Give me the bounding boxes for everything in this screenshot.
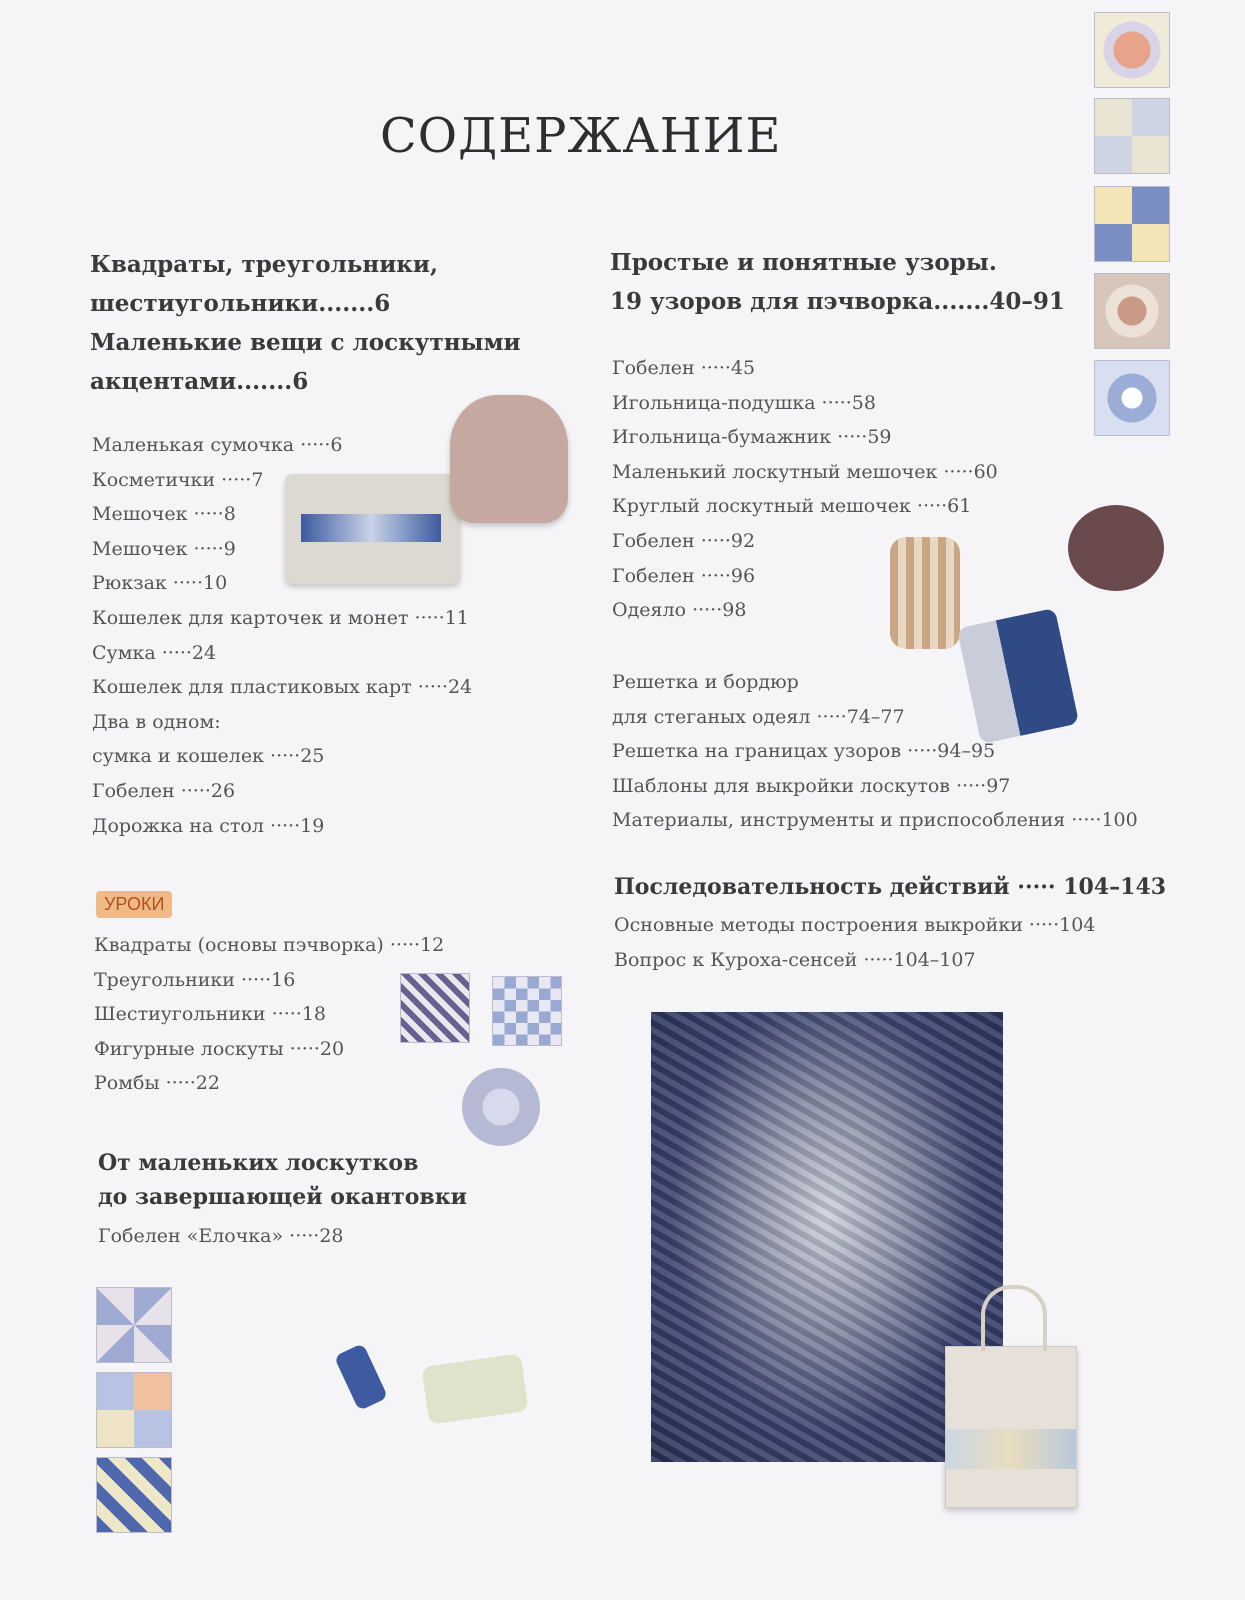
toc-item[interactable]: Круглый лоскутный мешочек ·····61 [612,495,972,518]
left-items-2 [98,1219,344,1254]
quilt-block-image [1094,12,1170,88]
toc-item[interactable]: Гобелен ·····26 [92,779,236,802]
heading-line: Последовательность действий ····· 104–143 [614,874,1167,900]
right-heading [610,243,1065,321]
thread-spool-image [334,1343,388,1411]
toc-item[interactable]: Шестиугольники ·····18 [94,1003,327,1026]
toc-item[interactable]: Гобелен ·····96 [612,564,756,587]
toc-item[interactable]: Маленькая сумочка ·····6 [92,434,343,456]
tote-handle [981,1285,1047,1351]
toc-item[interactable]: Сумка ·····24 [92,641,217,664]
left-heading [90,245,521,401]
quilt-block-image [1094,360,1170,436]
tote-bag-image [945,1346,1077,1508]
toc-item[interactable]: Вопрос к Куроха-сенсей ·····104–107 [614,948,976,971]
toc-item[interactable]: Кошелек для карточек и монет ·····11 [92,606,469,629]
toc-item[interactable]: Мешочек ·····8 [92,503,236,526]
quilt-block-image [1094,273,1170,349]
toc-item[interactable]: Рюкзак ·····10 [92,572,228,595]
quilt-block-image [96,1457,172,1533]
heading-line: От маленьких лоскутков [98,1150,419,1176]
heading-line: Маленькие вещи с лоскутными [90,329,521,356]
toc-item[interactable]: Игольница-подушка ·····58 [612,391,876,414]
quilt-block-image [96,1372,172,1448]
pouch-image [285,474,460,584]
pincushion-image [421,1353,528,1424]
page-title: СОДЕРЖАНИЕ [380,108,782,164]
toc-item[interactable]: Гобелен ·····92 [612,529,756,552]
quilt-block-image [1094,98,1170,174]
toc-item[interactable]: Два в одном: [92,710,221,733]
heading-line: 19 узоров для пэчворка.......40–91 [610,288,1065,315]
toc-item[interactable]: Шаблоны для выкройки лоскутов ·····97 [612,774,1011,797]
right-heading-2 [614,869,1166,905]
left-heading-2 [98,1146,467,1214]
toc-item[interactable]: Одеяло ·····98 [612,599,747,622]
tote-band [946,1429,1076,1469]
toc-item[interactable]: Игольница-бумажник ·····59 [612,426,892,449]
toc-item[interactable]: Маленький лоскутный мешочек ·····60 [612,460,998,483]
toc-item[interactable]: Мешочек ·····9 [92,537,236,560]
toc-item[interactable]: Решетка и бордюр [612,671,799,693]
toc-item[interactable]: Кошелек для пластиковых карт ·····24 [92,676,473,699]
toc-item[interactable]: Гобелен ·····45 [612,357,756,379]
quilt-sample-image [492,976,562,1046]
heading-line: шестиугольники.......6 [90,290,391,317]
striped-bag-image [890,537,960,649]
toc-item[interactable]: Решетка на границах узоров ·····94–95 [612,740,996,763]
pouch-band [301,514,441,542]
quilt-block-image [96,1287,172,1363]
toc-item[interactable]: Ромбы ·····22 [94,1072,220,1095]
heading-line: до завершающей окантовки [98,1184,467,1210]
toc-item[interactable]: Материалы, инструменты и приспособления ·····100 [612,809,1138,832]
heading-line: Квадраты, треугольники, [90,251,438,278]
toc-item[interactable]: сумка и кошелек ·····25 [92,745,325,768]
toc-item[interactable]: Основные методы построения выкройки ·····104 [614,914,1096,936]
lessons-badge: УРОКИ [96,891,172,918]
toc-item[interactable]: для стеганых одеял ·····74–77 [612,705,905,728]
hexagon-flower-image [462,1068,540,1146]
toc-item[interactable]: Косметички ·····7 [92,468,264,491]
toc-item[interactable]: Гобелен «Елочка» ·····28 [98,1225,344,1247]
right-items-3 [614,908,1095,977]
lessons-list [94,928,444,1101]
round-bag-image [1068,505,1164,591]
toc-item[interactable]: Фигурные лоскуты ·····20 [94,1037,345,1060]
toc-item[interactable]: Дорожка на стол ·····19 [92,814,325,837]
toc-item[interactable]: Квадраты (основы пэчворка) ·····12 [94,934,445,956]
quilt-sample-image [400,973,470,1043]
quilt-block-image [1094,186,1170,262]
heading-line: Простые и понятные узоры. [610,249,997,276]
heading-line: акцентами.......6 [90,368,309,395]
drawstring-bag-image [450,395,568,523]
toc-item[interactable]: Треугольники ·····16 [94,968,296,991]
